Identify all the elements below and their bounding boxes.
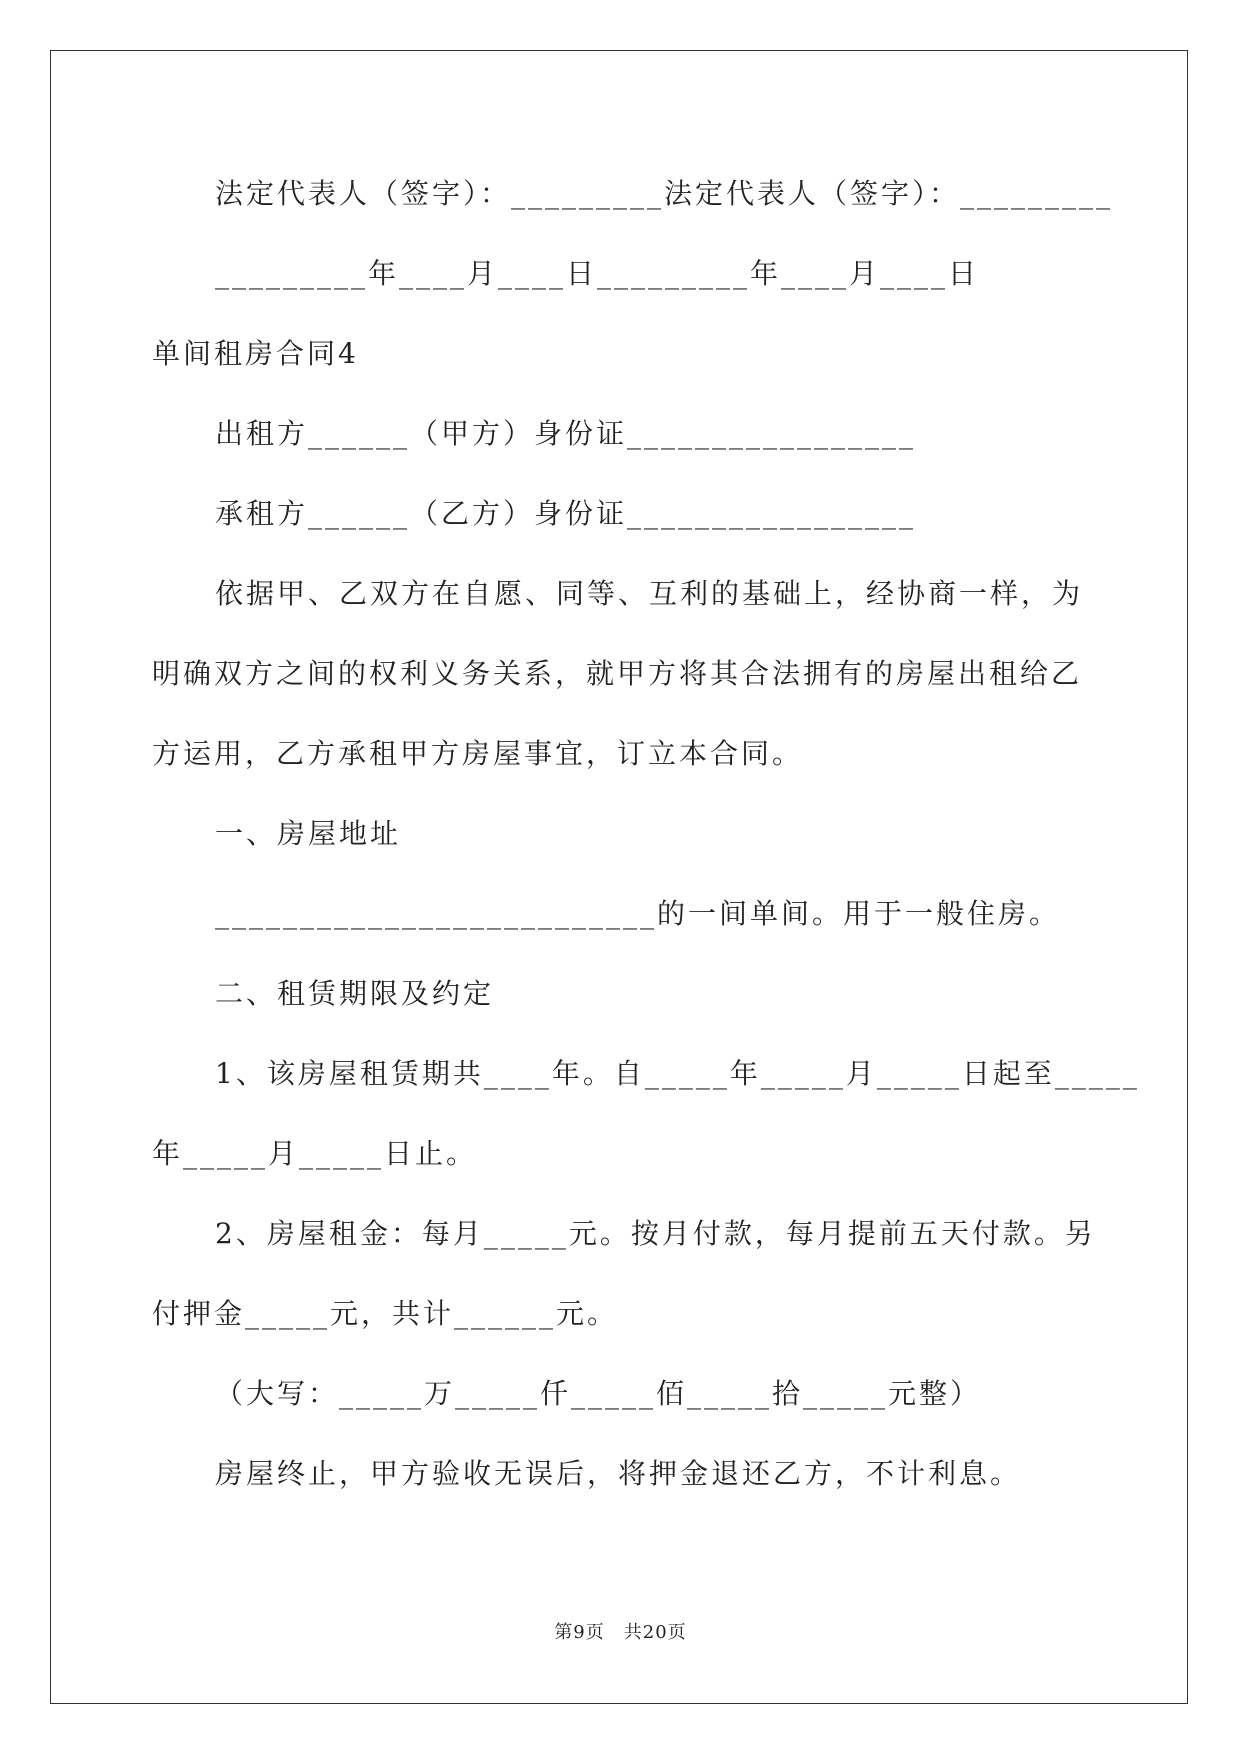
rent-line-2: 付押金_____元，共计______元。 [152, 1297, 619, 1330]
deposit-refund-line: 房屋终止，甲方验收无误后，将押金退还乙方，不计利息。 [215, 1457, 1022, 1490]
lease-term-line-1: 1、该房屋租赁期共____年。自_____年_____月_____日起至_____ [215, 1057, 1140, 1090]
amount-in-words-line: （大写：_____万_____仟_____佰_____拾_____元整） [215, 1377, 982, 1410]
contract-title: 单间租房合同4 [152, 337, 359, 370]
date-line: _________年____月____日_________年____月____日 [215, 257, 980, 290]
lessor-line: 出租方______（甲方）身份证_________________ [215, 417, 917, 450]
lessee-line: 承租方______（乙方）身份证_________________ [215, 497, 917, 530]
intro-paragraph-line-1: 依据甲、乙双方在自愿、同等、互利的基础上，经协商一样，为 [215, 577, 1084, 610]
intro-paragraph-line-3: 方运用，乙方承租甲方房屋事宜，订立本合同。 [152, 737, 804, 770]
signature-line: 法定代表人（签字）：_________法定代表人（签字）：_________ [215, 177, 1114, 210]
lease-term-line-2: 年_____月_____日止。 [152, 1137, 478, 1170]
page-number-footer: 第9页 共20页 [554, 1622, 687, 1643]
section-1-heading: 一、房屋地址 [215, 817, 402, 850]
address-line: __________________________的一间单间。用于一般住房。 [215, 897, 1061, 930]
intro-paragraph-line-2: 明确双方之间的权利义务关系，就甲方将其合法拥有的房屋出租给乙 [152, 657, 1083, 690]
rent-line-1: 2、房屋租金：每月_____元。按月付款，每月提前五天付款。另 [215, 1217, 1096, 1250]
section-2-heading: 二、租赁期限及约定 [215, 977, 495, 1010]
